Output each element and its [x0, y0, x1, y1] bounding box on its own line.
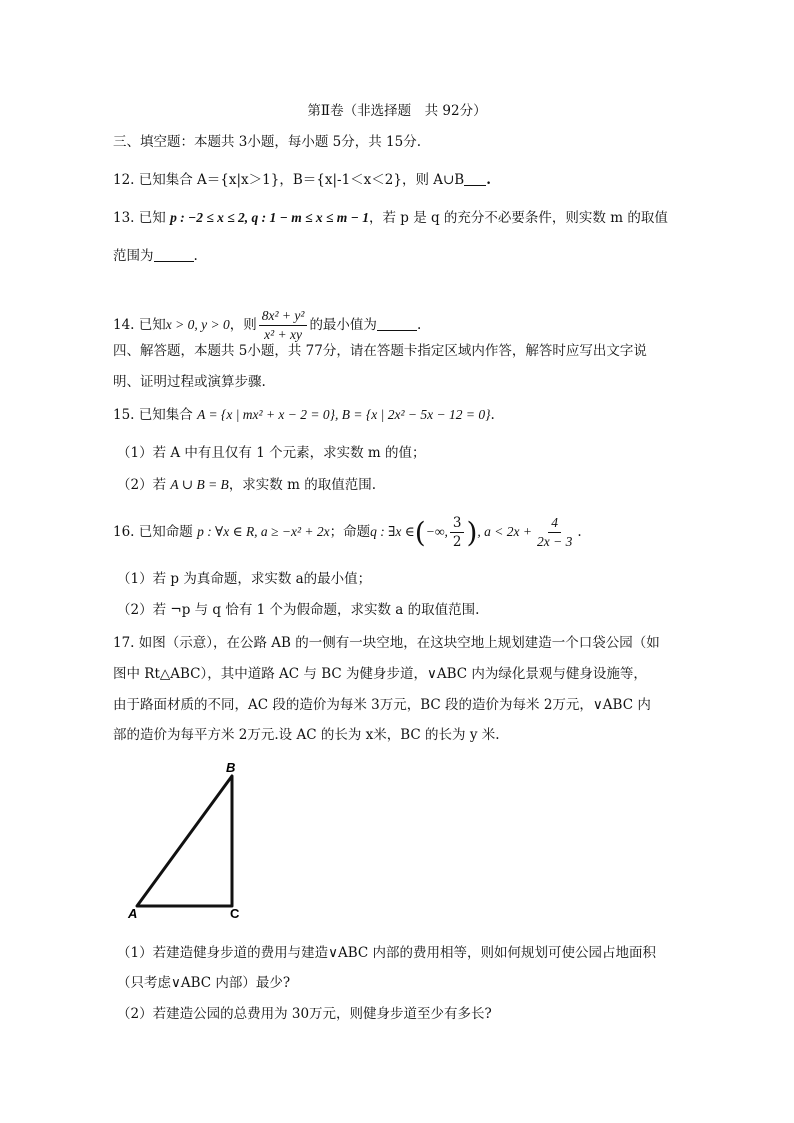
q13-expression: p : −2 ≤ x ≤ 2, q : 1 − m ≤ x ≤ m − 1 [170, 210, 369, 225]
question-14 [113, 306, 421, 344]
q16-q-expression-2: , a < 2x + [477, 524, 532, 539]
q15-sets: A = {x | mx² + x − 2 = 0}, B = {x | 2x² − 5x − 12 = 0} [197, 407, 491, 422]
left-paren-icon: ( [414, 516, 426, 549]
q15-p2-text-2: ，求实数 m 的取值范围. [228, 477, 376, 493]
q16-interval-den: 2 [452, 534, 462, 550]
answer-section-header-2: 明、证明过程或演算步骤. [113, 374, 266, 390]
q14-denominator: x² + xy [264, 327, 303, 342]
q14-condition: x > 0, y > 0 [165, 317, 230, 332]
triangle-abc [137, 776, 232, 906]
question-17-part-2: （2）若建造公园的总费用为 30万元，则健身步道至少有多长? [117, 1006, 492, 1022]
question-15-part-2 [117, 475, 376, 495]
question-16 [113, 510, 582, 555]
q13-line2: 范围为 [113, 248, 154, 264]
question-13 [113, 208, 668, 228]
q13-text: 13. 已知 [113, 210, 166, 226]
q16-interval-num: 3 [450, 514, 465, 533]
q16-fraction [534, 514, 575, 551]
q13-end: . [193, 248, 198, 264]
q16-mid: ；命题 [329, 524, 371, 540]
vertex-label-c: C [230, 906, 240, 921]
q16-q-expression: q : ∃x ∈ [370, 524, 415, 539]
q16-end: . [577, 524, 582, 540]
fill-in-header: 三、填空题：本题共 3小题，每小题 5分，共 15分. [113, 134, 422, 150]
q15-end: . [490, 407, 495, 423]
q15-p2-expression: A ∪ B = B [170, 477, 229, 492]
q16-frac-num: 4 [548, 514, 561, 533]
question-12 [113, 170, 491, 190]
q16-text: 16. 已知命题 [113, 524, 193, 540]
question-15 [113, 405, 495, 425]
question-17-line-2: 图中 Rt△ABC），其中道路 AC 与 BC 为健身步道，∨ABC 内为绿化景观与健身设施等， [113, 666, 647, 682]
vertex-label-b: B [226, 760, 236, 775]
question-16-part-1: （1）若 p 为真命题，求实数 a的最小值； [117, 571, 372, 587]
q13-text-2: ，若 p 是 q 的充分不必要条件，则实数 m 的取值 [368, 210, 668, 226]
q14-text: 14. 已知 [113, 317, 166, 333]
question-17-part-1-cont: （只考虑∨ABC 内部）最少? [117, 975, 291, 991]
right-paren-icon: ) [466, 516, 478, 549]
q15-p2-text: （2）若 [117, 477, 167, 493]
q16-p-expression: p : ∀x ∈ R, a ≥ −x² + 2x [197, 524, 330, 539]
q12-end: . [486, 172, 491, 188]
answer-blank [464, 171, 486, 186]
answer-blank [377, 316, 417, 331]
q14-numerator: 8x² + y² [259, 307, 308, 326]
answer-blank [154, 247, 194, 262]
q14-mid: ，则 [229, 317, 257, 333]
question-17-line-1: 17. 如图（示意），在公路 AB 的一侧有一块空地，在这块空地上规划建造一个口袋公园（如 [113, 635, 660, 651]
q16-frac-den: 2x − 3 [536, 534, 573, 549]
question-17-part-1: （1）若建造健身步道的费用与建造∨ABC 内部的费用相等，则如何规划可使公园占地面积 [117, 945, 657, 961]
question-17-line-3: 由于路面材质的不同，AC 段的造价为每米 3万元，BC 段的造价为每米 2万元，∨ABC 内 [113, 697, 651, 713]
question-15-part-1: （1）若 A 中有且仅有 1 个元素，求实数 m 的值； [117, 445, 426, 461]
question-16-part-2: （2）若 ¬p 与 q 恰有 1 个为假命题，求实数 a 的取值范围. [117, 602, 480, 618]
q16-interval-fraction [450, 514, 465, 551]
right-triangle-figure [120, 758, 260, 923]
question-13-line2 [113, 246, 198, 266]
q14-end: . [416, 317, 422, 333]
q16-interval-left: −∞, [425, 524, 448, 539]
answer-section-header: 四、解答题，本题共 5小题，共 77分，请在答题卡指定区域内作答，解答时应写出文字说 [113, 343, 647, 359]
q14-text-2: 的最小值为 [309, 317, 377, 333]
vertex-label-a: A [128, 906, 138, 921]
q12-text: 12. 已知集合 A＝{x|x＞1}，B＝{x|-1＜x＜2}，则 A∪B [113, 172, 465, 188]
q14-fraction [259, 307, 308, 344]
q15-text: 15. 已知集合 [113, 407, 193, 423]
section-title: 第Ⅱ卷（非选择题 共 92分） [307, 103, 487, 119]
question-17-line-4: 部的造价为每平方米 2万元.设 AC 的长为 x米，BC 的长为 y 米. [113, 727, 500, 743]
